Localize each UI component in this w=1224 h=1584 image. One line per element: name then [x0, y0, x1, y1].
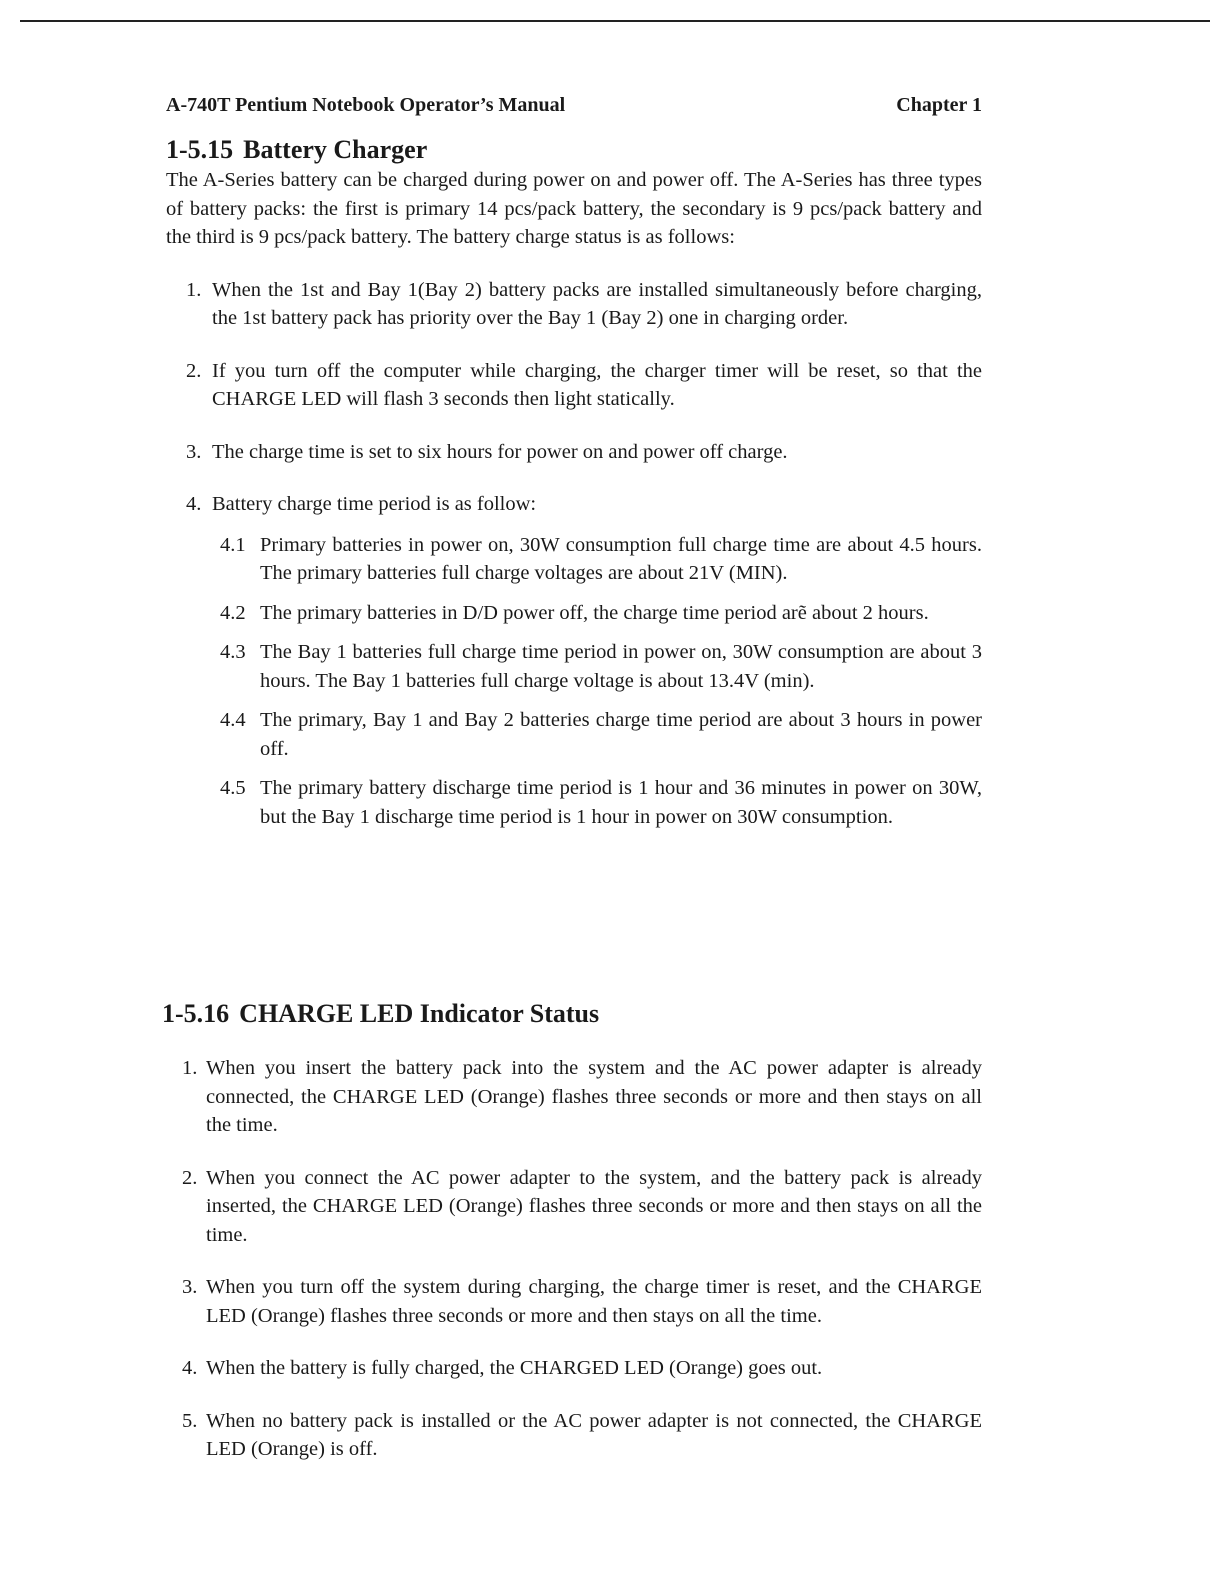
sublist-item	[166, 599, 982, 628]
list-marker: 1.	[182, 1057, 198, 1079]
section-title: Battery Charger	[243, 135, 428, 164]
sublist-marker: 4.5	[220, 777, 246, 799]
section-charge-led-status	[162, 998, 982, 1464]
list-item-text: The charge time is set to six hours for power on and power off charge.	[212, 440, 788, 463]
list-item	[166, 276, 982, 333]
manual-title: A-740T Pentium Notebook Operator’s Manual	[166, 94, 566, 116]
sublist-item	[166, 531, 982, 588]
list-marker: 2.	[186, 359, 202, 382]
sublist-item	[166, 774, 982, 831]
charge-status-list	[166, 276, 982, 519]
list-marker: 1.	[186, 278, 202, 301]
sublist-marker: 4.3	[220, 641, 246, 663]
sublist-item	[166, 638, 982, 695]
list-item	[166, 1054, 982, 1140]
sublist-item	[166, 706, 982, 763]
list-item	[166, 1164, 982, 1250]
list-item-text: When you connect the AC power adapter to the system, and the battery pack is already inserted, the CHARGE LED (Orange) flashes three seconds or more and then stays on all the time.	[206, 1166, 982, 1246]
list-marker: 4.	[186, 493, 202, 515]
list-item-text: When no battery pack is installed or the AC power adapter is not connected, the CHARGE LED (Orange) is off.	[206, 1409, 982, 1460]
list-item-text: Battery charge time period is as follow:	[212, 493, 537, 515]
sublist-item-text: The primary battery discharge time period is 1 hour and 36 minutes in power on 30W, but the Bay 1 discharge time period is 1 hour in power on 30W consumption.	[260, 777, 982, 828]
list-marker: 5.	[182, 1409, 198, 1432]
section-number: 1-5.16	[162, 999, 230, 1028]
list-item	[166, 1273, 982, 1330]
list-marker: 3.	[186, 440, 202, 463]
list-item	[166, 1354, 982, 1383]
top-rule	[20, 20, 1210, 22]
sublist-item-text: Primary batteries in power on, 30W consumption full charge time are about 4.5 hours. The primary batteries full charge voltages are about 21V (MIN).	[260, 533, 982, 584]
list-item	[166, 438, 982, 467]
page-header	[166, 94, 982, 117]
list-item-text: When you insert the battery pack into the system and the AC power adapter is already connected, the CHARGE LED (Orange) flashes three seconds or more and then stays on all the time.	[206, 1057, 982, 1136]
led-status-list	[166, 1054, 982, 1464]
chapter-label: Chapter 1	[896, 94, 982, 116]
list-item	[166, 1407, 982, 1464]
list-item	[166, 490, 982, 519]
list-item	[166, 357, 982, 414]
sublist-marker: 4.2	[220, 601, 246, 624]
charge-time-sublist	[166, 531, 982, 832]
list-marker: 3.	[182, 1276, 198, 1298]
list-item-text: If you turn off the computer while charging, the charger timer will be reset, so that the CHARGE LED will flash 3 seconds then light statically.	[212, 359, 982, 410]
list-item-text: When the 1st and Bay 1(Bay 2) battery packs are installed simultaneously before charging, the 1st battery pack has priority over the Bay 1 (Bay 2) one in charging order.	[212, 278, 982, 329]
sublist-item-text: The primary batteries in D/D power off, the charge time period arẽ about 2 hours.	[260, 601, 929, 624]
section-heading	[162, 998, 982, 1030]
sublist-item-text: The Bay 1 batteries full charge time period in power on, 30W consumption are about 3 hours. The Bay 1 batteries full charge voltage is about 13.4V (min).	[260, 641, 982, 692]
list-marker: 2.	[182, 1166, 198, 1189]
section-number: 1-5.15	[166, 135, 234, 164]
list-marker: 4.	[182, 1357, 198, 1379]
list-item-text: When the battery is fully charged, the CHARGED LED (Orange) goes out.	[206, 1357, 823, 1379]
section-battery-charger	[166, 134, 982, 831]
sublist-marker: 4.4	[220, 709, 246, 731]
sublist-item-text: The primary, Bay 1 and Bay 2 batteries charge time period are about 3 hours in power off.	[260, 709, 982, 760]
list-item-text: When you turn off the system during charging, the charge timer is reset, and the CHARGE LED (Orange) flashes three seconds or more and then stays on all the time.	[206, 1276, 982, 1327]
sublist-marker: 4.1	[220, 533, 246, 556]
intro-paragraph: The A-Series battery can be charged during power on and power off. The A-Series has three types of battery packs: the first is primary 14 pcs/pack battery, the secondary is 9 pcs/pack battery and the third is 9 pcs/pack battery. The battery charge status is as follows:	[166, 169, 982, 248]
section-heading	[166, 134, 982, 166]
section-title: CHARGE LED Indicator Status	[239, 999, 600, 1028]
